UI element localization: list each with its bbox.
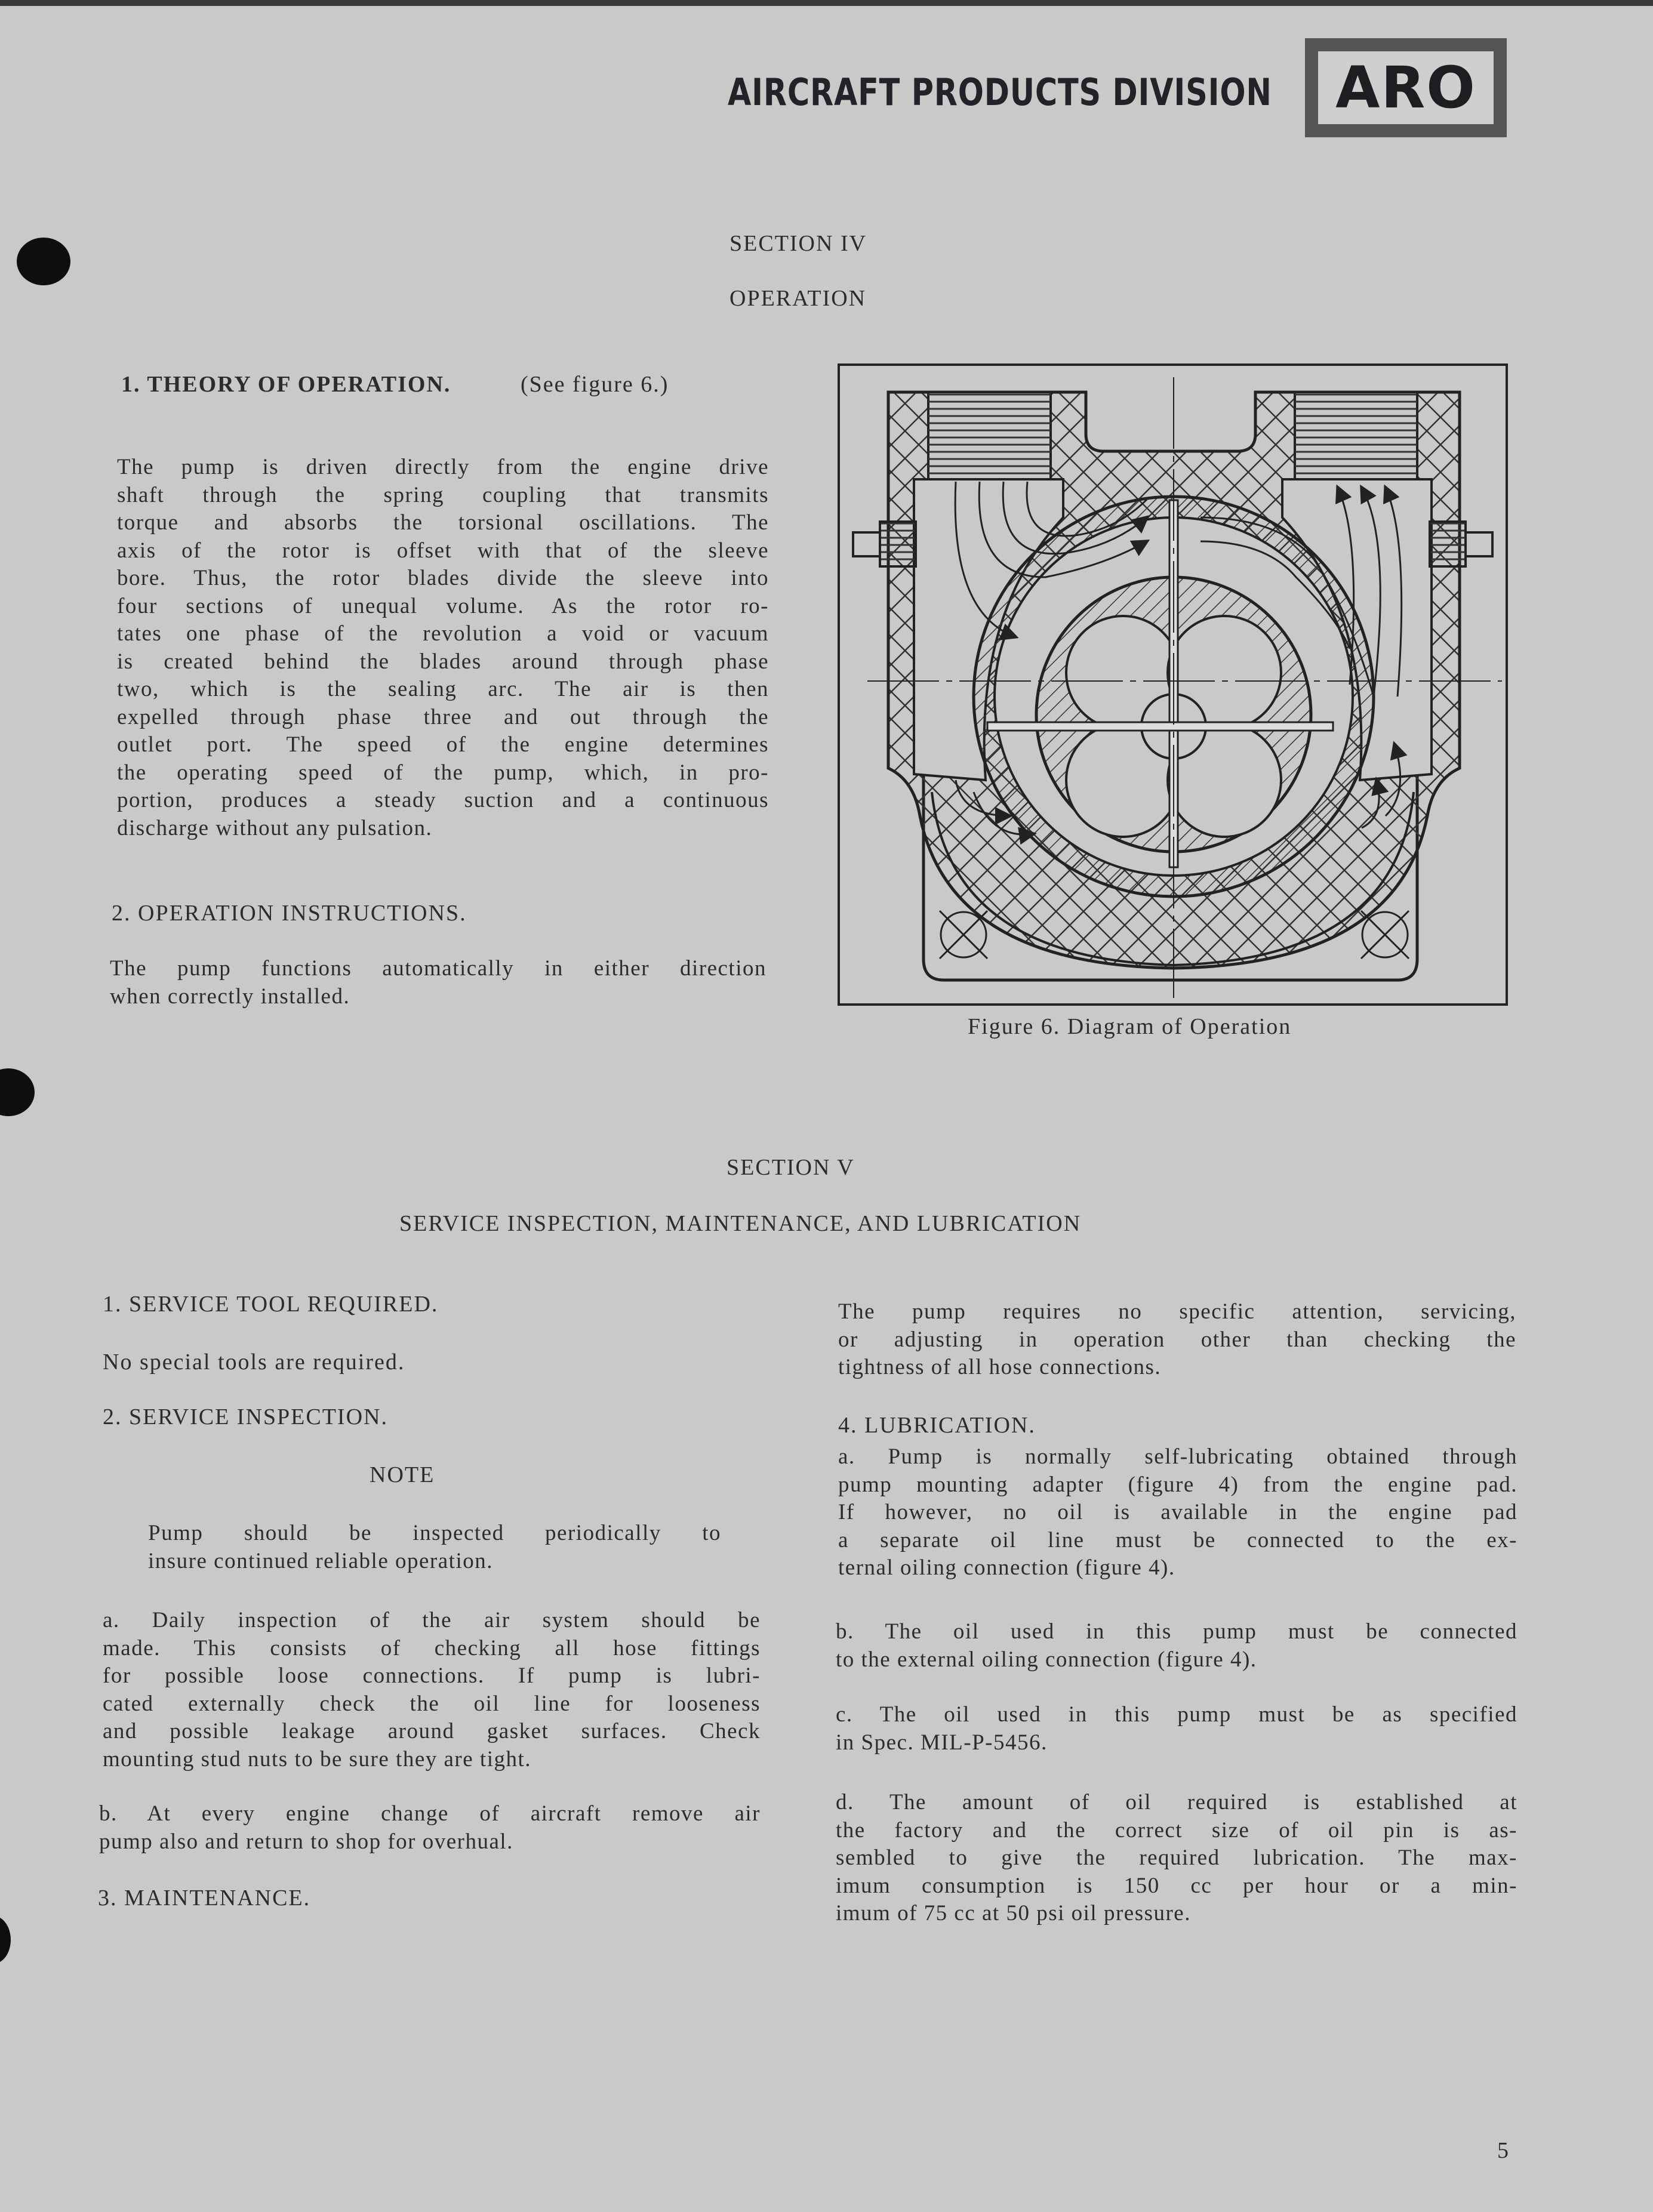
theory-figure-ref: (See figure 6.) [521, 372, 669, 397]
text-line: the factory and the correct size of oil pin is as- [836, 1817, 1517, 1843]
text-line: portion, produces a steady suction and a continuous [117, 788, 769, 812]
page-number: 5 [1497, 2138, 1510, 2163]
lubrication-c-paragraph [836, 1701, 1517, 1757]
text-line: mounting stud nuts to be sure they are tight. [103, 1746, 531, 1772]
theory-heading: 1. THEORY OF OPERATION. [121, 372, 451, 397]
text-line: discharge without any pulsation. [117, 815, 433, 840]
text-line: pump mounting adapter (figure 4) from the engine pad. [838, 1472, 1517, 1497]
text-line: c. The oil used in this pump must be as specified [836, 1702, 1517, 1727]
operation-instructions-heading: 2. OPERATION INSTRUCTIONS. [112, 901, 467, 926]
maintenance-paragraph [838, 1298, 1516, 1382]
text-line: two, which is the sealing arc. The air is then [117, 677, 769, 701]
text-line: tates one phase of the revolution a void or vacuum [117, 621, 769, 646]
note-paragraph [148, 1520, 721, 1575]
text-line: axis of the rotor is offset with that of the sleeve [117, 538, 769, 563]
lubrication-b-paragraph [836, 1618, 1517, 1674]
figure-6-pump-diagram [836, 362, 1509, 1007]
text-line: Pump should be inspected periodically to [148, 1521, 721, 1545]
text-line: when correctly installed. [110, 984, 350, 1009]
aro-logo-text: ARO [1318, 51, 1494, 124]
text-line: insure continued reliable operation. [148, 1548, 493, 1573]
division-header: AIRCRAFT PRODUCTS DIVISION [728, 70, 1272, 114]
theory-paragraph [117, 454, 769, 842]
scan-top-edge [0, 0, 1653, 6]
text-line: imum consumption is 150 cc per hour or a min- [836, 1873, 1517, 1898]
aro-logo [1305, 38, 1507, 137]
text-line: cated externally check the oil line for looseness [103, 1691, 761, 1716]
operation-instructions-paragraph [110, 955, 767, 1011]
text-line: d. The amount of oil required is established at [836, 1790, 1517, 1814]
text-line: imum of 75 cc at 50 psi oil pressure. [836, 1901, 1191, 1926]
text-line: b. At every engine change of aircraft remove air [99, 1801, 761, 1826]
service-inspection-heading: 2. SERVICE INSPECTION. [103, 1404, 388, 1430]
punch-hole [0, 1068, 35, 1116]
text-line: is created behind the blades around through phase [117, 649, 769, 674]
section-iv-title: OPERATION [729, 286, 867, 311]
text-line: or adjusting in operation other than checking the [838, 1327, 1516, 1352]
section-iv-number: SECTION IV [729, 231, 867, 256]
text-line: shaft through the spring coupling that transmits [117, 482, 769, 507]
text-line: a separate oil line must be connected to the ex- [838, 1527, 1517, 1552]
text-line: If however, no oil is available in the engine pad [838, 1500, 1517, 1524]
text-line: expelled through phase three and out through the [117, 704, 769, 729]
text-line: tightness of all hose connections. [838, 1355, 1162, 1379]
text-line: bore. Thus, the rotor blades divide the sleeve into [117, 566, 769, 590]
lubrication-d-paragraph [836, 1789, 1517, 1928]
right-fitting [1466, 532, 1492, 556]
text-line: pump also and return to shop for overhual. [99, 1829, 513, 1854]
text-line: made. This consists of checking all hose fittings [103, 1635, 761, 1660]
text-line: outlet port. The speed of the engine determines [117, 732, 769, 757]
text-line: the operating speed of the pump, which, in pro- [117, 760, 769, 785]
text-line: to the external oiling connection (figure 4). [836, 1647, 1257, 1672]
text-line: a. Pump is normally self-lubricating obtained through [838, 1444, 1517, 1469]
lubrication-heading: 4. LUBRICATION. [838, 1413, 1036, 1438]
service-tool-heading: 1. SERVICE TOOL REQUIRED. [103, 1292, 439, 1317]
maintenance-heading: 3. MAINTENANCE. [98, 1886, 311, 1911]
text-line: b. The oil used in this pump must be connected [836, 1619, 1517, 1644]
punch-hole [0, 1916, 11, 1964]
text-line: sembled to give the required lubrication. The max- [836, 1846, 1517, 1870]
text-line: torque and absorbs the torsional oscillations. The [117, 510, 769, 535]
left-fitting [853, 532, 880, 556]
text-line: ternal oiling connection (figure 4). [838, 1555, 1175, 1580]
text-line: and possible leakage around gasket surfaces. Check [103, 1719, 761, 1743]
text-line: The pump is driven directly from the engine drive [117, 455, 769, 479]
daily-inspection-paragraph [103, 1607, 761, 1773]
lubrication-a-paragraph [838, 1443, 1517, 1582]
text-line: for possible loose connections. If pump is lubri- [103, 1663, 761, 1688]
engine-change-paragraph [99, 1800, 761, 1856]
text-line: The pump requires no specific attention, servicing, [838, 1299, 1516, 1324]
text-line: The pump functions automatically in either direction [110, 956, 767, 981]
section-v-title: SERVICE INSPECTION, MAINTENANCE, AND LUBRICATION [399, 1211, 1082, 1236]
section-v-number: SECTION V [727, 1155, 855, 1180]
text-line: a. Daily inspection of the air system should be [103, 1608, 761, 1632]
note-label: NOTE [370, 1462, 435, 1487]
punch-hole [17, 238, 70, 285]
service-tool-text: No special tools are required. [103, 1350, 405, 1375]
text-line: four sections of unequal volume. As the rotor ro- [117, 593, 769, 618]
figure-6-caption: Figure 6. Diagram of Operation [968, 1014, 1292, 1039]
text-line: in Spec. MIL-P-5456. [836, 1730, 1048, 1755]
vane-horizontal [987, 722, 1333, 731]
